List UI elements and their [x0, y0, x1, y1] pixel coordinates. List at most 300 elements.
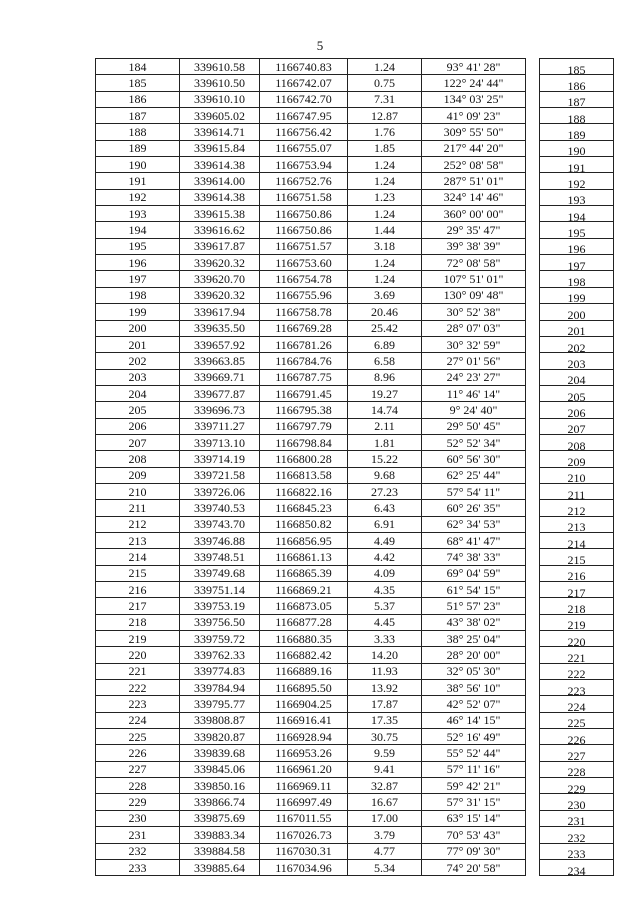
table-row [96, 320, 614, 336]
column-gap [526, 859, 540, 875]
next-point-number-cell: 202 [540, 339, 614, 355]
distance-cell: 1.24 [348, 173, 422, 189]
column-gap [526, 369, 540, 385]
y-coordinate-cell: 1166877.28 [260, 614, 348, 630]
table-row [96, 140, 614, 156]
column-gap [526, 238, 540, 254]
y-coordinate-cell: 1166755.96 [260, 287, 348, 303]
table-row [96, 810, 614, 826]
column-gap [526, 565, 540, 581]
point-number-cell: 222 [96, 680, 180, 696]
next-point-number-cell: 188 [540, 111, 614, 127]
distance-cell: 2.11 [348, 418, 422, 434]
next-point-number-cell: 193 [540, 192, 614, 208]
direction-angle-cell: 60° 56' 30" [422, 451, 526, 467]
y-coordinate-cell: 1166880.35 [260, 631, 348, 647]
y-coordinate-cell: 1166784.76 [260, 353, 348, 369]
distance-cell: 17.00 [348, 810, 422, 826]
x-coordinate-cell: 339620.70 [180, 271, 260, 287]
distance-cell: 14.74 [348, 402, 422, 418]
distance-cell: 6.91 [348, 516, 422, 532]
column-gap [526, 124, 540, 140]
coordinates-table-body [96, 59, 614, 876]
x-coordinate-cell: 339748.51 [180, 549, 260, 565]
y-coordinate-cell: 1166882.42 [260, 647, 348, 663]
point-number-cell: 204 [96, 385, 180, 401]
y-coordinate-cell: 1166795.38 [260, 402, 348, 418]
x-coordinate-cell: 339845.06 [180, 761, 260, 777]
point-number-cell: 188 [96, 124, 180, 140]
x-coordinate-cell: 339663.85 [180, 353, 260, 369]
table-row [96, 287, 614, 303]
y-coordinate-cell: 1166751.57 [260, 238, 348, 254]
column-gap [526, 631, 540, 647]
table-row [96, 124, 614, 140]
distance-cell: 5.34 [348, 859, 422, 875]
x-coordinate-cell: 339635.50 [180, 320, 260, 336]
distance-cell: 1.23 [348, 189, 422, 205]
y-coordinate-cell: 1166822.16 [260, 483, 348, 499]
column-gap [526, 549, 540, 565]
point-number-cell: 226 [96, 745, 180, 761]
table-row [96, 598, 614, 614]
x-coordinate-cell: 339839.68 [180, 745, 260, 761]
coordinates-table-container [95, 58, 614, 876]
x-coordinate-cell: 339743.70 [180, 516, 260, 532]
direction-angle-cell: 9° 24' 40" [422, 402, 526, 418]
y-coordinate-cell: 1166769.28 [260, 320, 348, 336]
column-gap [526, 794, 540, 810]
next-point-number-cell: 196 [540, 241, 614, 257]
y-coordinate-cell: 1166797.79 [260, 418, 348, 434]
table-row [96, 402, 614, 418]
next-point-number-cell: 223 [540, 683, 614, 699]
distance-cell: 4.42 [348, 549, 422, 565]
direction-angle-cell: 287° 51' 01" [422, 173, 526, 189]
direction-angle-cell: 134° 03' 25" [422, 91, 526, 107]
y-coordinate-cell: 1167034.96 [260, 859, 348, 875]
distance-cell: 17.35 [348, 712, 422, 728]
next-point-number-cell: 185 [540, 62, 614, 78]
distance-cell: 20.46 [348, 304, 422, 320]
point-number-cell: 230 [96, 810, 180, 826]
distance-cell: 1.44 [348, 222, 422, 238]
next-point-number-cell: 191 [540, 160, 614, 176]
y-coordinate-cell: 1166747.95 [260, 108, 348, 124]
x-coordinate-cell: 339883.34 [180, 827, 260, 843]
next-point-number-cell: 220 [540, 634, 614, 650]
column-gap [526, 353, 540, 369]
point-number-cell: 228 [96, 778, 180, 794]
y-coordinate-cell: 1166895.50 [260, 680, 348, 696]
point-number-cell: 184 [96, 59, 180, 75]
direction-angle-cell: 68° 41' 47" [422, 532, 526, 548]
point-number-cell: 219 [96, 631, 180, 647]
distance-cell: 16.67 [348, 794, 422, 810]
next-point-number-cell: 222 [540, 666, 614, 682]
next-point-number-cell: 207 [540, 421, 614, 437]
next-point-number-cell: 232 [540, 830, 614, 846]
column-gap [526, 582, 540, 598]
point-number-cell: 187 [96, 108, 180, 124]
direction-angle-cell: 30° 32' 59" [422, 336, 526, 352]
point-number-cell: 206 [96, 418, 180, 434]
column-gap [526, 189, 540, 205]
y-coordinate-cell: 1166845.23 [260, 500, 348, 516]
x-coordinate-cell: 339605.02 [180, 108, 260, 124]
distance-cell: 1.24 [348, 271, 422, 287]
next-point-number-cell: 204 [540, 372, 614, 388]
x-coordinate-cell: 339610.50 [180, 75, 260, 91]
direction-angle-cell: 38° 25' 04" [422, 631, 526, 647]
table-row [96, 369, 614, 385]
direction-angle-cell: 122° 24' 44" [422, 75, 526, 91]
x-coordinate-cell: 339866.74 [180, 794, 260, 810]
y-coordinate-cell: 1166742.70 [260, 91, 348, 107]
y-coordinate-cell: 1166850.82 [260, 516, 348, 532]
next-point-number-cell: 233 [540, 846, 614, 862]
column-gap [526, 75, 540, 91]
column-gap [526, 385, 540, 401]
y-coordinate-cell: 1166865.39 [260, 565, 348, 581]
table-row [96, 418, 614, 434]
table-row [96, 304, 614, 320]
point-number-cell: 202 [96, 353, 180, 369]
x-coordinate-cell: 339711.27 [180, 418, 260, 434]
x-coordinate-cell: 339610.58 [180, 59, 260, 75]
direction-angle-cell: 39° 38' 39" [422, 238, 526, 254]
direction-angle-cell: 60° 26' 35" [422, 500, 526, 516]
point-number-cell: 196 [96, 255, 180, 271]
column-gap [526, 745, 540, 761]
distance-cell: 3.69 [348, 287, 422, 303]
distance-cell: 9.41 [348, 761, 422, 777]
y-coordinate-cell: 1166961.20 [260, 761, 348, 777]
point-number-cell: 190 [96, 157, 180, 173]
point-number-cell: 218 [96, 614, 180, 630]
x-coordinate-cell: 339714.19 [180, 451, 260, 467]
column-gap [526, 91, 540, 107]
direction-angle-cell: 77° 09' 30" [422, 843, 526, 859]
table-row [96, 271, 614, 287]
point-number-cell: 221 [96, 663, 180, 679]
y-coordinate-cell: 1166754.78 [260, 271, 348, 287]
next-point-number-cell: 230 [540, 797, 614, 813]
point-number-cell: 189 [96, 140, 180, 156]
column-gap [526, 287, 540, 303]
distance-cell: 11.93 [348, 663, 422, 679]
distance-cell: 9.68 [348, 467, 422, 483]
x-coordinate-cell: 339746.88 [180, 532, 260, 548]
distance-cell: 25.42 [348, 320, 422, 336]
direction-angle-cell: 62° 34' 53" [422, 516, 526, 532]
column-gap [526, 663, 540, 679]
column-gap [526, 336, 540, 352]
distance-cell: 27.23 [348, 483, 422, 499]
distance-cell: 17.87 [348, 696, 422, 712]
direction-angle-cell: 69° 04' 59" [422, 565, 526, 581]
point-number-cell: 195 [96, 238, 180, 254]
y-coordinate-cell: 1166904.25 [260, 696, 348, 712]
y-coordinate-cell: 1166969.11 [260, 778, 348, 794]
x-coordinate-cell: 339614.00 [180, 173, 260, 189]
direction-angle-cell: 29° 50' 45" [422, 418, 526, 434]
direction-angle-cell: 11° 46' 14" [422, 385, 526, 401]
x-coordinate-cell: 339875.69 [180, 810, 260, 826]
direction-angle-cell: 61° 54' 15" [422, 582, 526, 598]
column-gap [526, 108, 540, 124]
direction-angle-cell: 46° 14' 15" [422, 712, 526, 728]
table-row [96, 794, 614, 810]
y-coordinate-cell: 1166856.95 [260, 532, 348, 548]
point-number-cell: 185 [96, 75, 180, 91]
x-coordinate-cell: 339726.06 [180, 483, 260, 499]
next-point-number-cell: 227 [540, 748, 614, 764]
direction-angle-cell: 29° 35' 47" [422, 222, 526, 238]
direction-angle-cell: 93° 41' 28" [422, 59, 526, 75]
column-gap [526, 810, 540, 826]
next-point-number-cell: 215 [540, 552, 614, 568]
column-gap [526, 157, 540, 173]
column-gap [526, 451, 540, 467]
table-row [96, 222, 614, 238]
distance-cell: 4.49 [348, 532, 422, 548]
table-row [96, 647, 614, 663]
table-row [96, 467, 614, 483]
next-point-number-cell: 221 [540, 650, 614, 666]
column-gap [526, 304, 540, 320]
column-gap [526, 761, 540, 777]
table-row [96, 532, 614, 548]
table-row [96, 827, 614, 843]
column-gap [526, 500, 540, 516]
point-number-cell: 225 [96, 729, 180, 745]
table-row [96, 385, 614, 401]
table-row [96, 761, 614, 777]
direction-angle-cell: 57° 31' 15" [422, 794, 526, 810]
direction-angle-cell: 42° 52' 07" [422, 696, 526, 712]
next-point-number-cell: 218 [540, 601, 614, 617]
y-coordinate-cell: 1166752.76 [260, 173, 348, 189]
point-number-cell: 205 [96, 402, 180, 418]
direction-angle-cell: 28° 20' 00" [422, 647, 526, 663]
column-gap [526, 532, 540, 548]
point-number-cell: 227 [96, 761, 180, 777]
next-point-number-cell: 194 [540, 209, 614, 225]
x-coordinate-cell: 339615.38 [180, 206, 260, 222]
direction-angle-cell: 74° 20' 58" [422, 859, 526, 875]
next-point-number-cell: 189 [540, 127, 614, 143]
y-coordinate-cell: 1166740.83 [260, 59, 348, 75]
column-gap [526, 418, 540, 434]
y-coordinate-cell: 1166742.07 [260, 75, 348, 91]
x-coordinate-cell: 339610.10 [180, 91, 260, 107]
column-gap [526, 140, 540, 156]
x-coordinate-cell: 339756.50 [180, 614, 260, 630]
direction-angle-cell: 217° 44' 20" [422, 140, 526, 156]
y-coordinate-cell: 1166928.94 [260, 729, 348, 745]
distance-cell: 4.09 [348, 565, 422, 581]
point-number-cell: 214 [96, 549, 180, 565]
table-row [96, 353, 614, 369]
y-coordinate-cell: 1166813.58 [260, 467, 348, 483]
column-gap [526, 778, 540, 794]
point-number-cell: 217 [96, 598, 180, 614]
table-row [96, 745, 614, 761]
next-point-number-cell: 224 [540, 699, 614, 715]
distance-cell: 0.75 [348, 75, 422, 91]
table-row [96, 157, 614, 173]
direction-angle-cell: 70° 53' 43" [422, 827, 526, 843]
distance-cell: 1.24 [348, 157, 422, 173]
column-gap [526, 712, 540, 728]
x-coordinate-cell: 339762.33 [180, 647, 260, 663]
point-number-cell: 207 [96, 434, 180, 450]
distance-cell: 1.24 [348, 206, 422, 222]
column-gap [526, 614, 540, 630]
table-row [96, 451, 614, 467]
x-coordinate-cell: 339614.38 [180, 157, 260, 173]
distance-cell: 7.31 [348, 91, 422, 107]
direction-angle-cell: 63° 15' 14" [422, 810, 526, 826]
y-coordinate-cell: 1166755.07 [260, 140, 348, 156]
distance-cell: 14.20 [348, 647, 422, 663]
direction-angle-cell: 72° 08' 58" [422, 255, 526, 271]
x-coordinate-cell: 339614.71 [180, 124, 260, 140]
table-row [96, 778, 614, 794]
y-coordinate-cell: 1166798.84 [260, 434, 348, 450]
y-coordinate-cell: 1166781.26 [260, 336, 348, 352]
y-coordinate-cell: 1166916.41 [260, 712, 348, 728]
next-point-number-cell: 229 [540, 781, 614, 797]
table-row [96, 255, 614, 271]
point-number-cell: 203 [96, 369, 180, 385]
next-point-number-cell: 201 [540, 323, 614, 339]
next-point-number-cell: 208 [540, 437, 614, 453]
distance-cell: 8.96 [348, 369, 422, 385]
y-coordinate-cell: 1166889.16 [260, 663, 348, 679]
x-coordinate-cell: 339657.92 [180, 336, 260, 352]
table-row [96, 843, 614, 859]
next-point-number-cell: 206 [540, 405, 614, 421]
y-coordinate-cell: 1166750.86 [260, 222, 348, 238]
x-coordinate-cell: 339884.58 [180, 843, 260, 859]
distance-cell: 3.79 [348, 827, 422, 843]
column-gap [526, 598, 540, 614]
point-number-cell: 231 [96, 827, 180, 843]
table-row [96, 108, 614, 124]
page-number: 5 [316, 38, 324, 53]
distance-cell: 13.92 [348, 680, 422, 696]
y-coordinate-cell: 1166751.58 [260, 189, 348, 205]
point-number-cell: 194 [96, 222, 180, 238]
distance-cell: 4.35 [348, 582, 422, 598]
y-coordinate-cell: 1166953.26 [260, 745, 348, 761]
table-row [96, 483, 614, 499]
table-row [96, 500, 614, 516]
column-gap [526, 483, 540, 499]
point-number-cell: 197 [96, 271, 180, 287]
y-coordinate-cell: 1166873.05 [260, 598, 348, 614]
table-row [96, 434, 614, 450]
point-number-cell: 211 [96, 500, 180, 516]
column-gap [526, 59, 540, 75]
x-coordinate-cell: 339784.94 [180, 680, 260, 696]
direction-angle-cell: 309° 55' 50" [422, 124, 526, 140]
column-gap [526, 255, 540, 271]
table-row [96, 565, 614, 581]
distance-cell: 30.75 [348, 729, 422, 745]
next-point-number-cell: 186 [540, 78, 614, 94]
table-row [96, 336, 614, 352]
y-coordinate-cell: 1166791.45 [260, 385, 348, 401]
x-coordinate-cell: 339620.32 [180, 255, 260, 271]
point-number-cell: 186 [96, 91, 180, 107]
direction-angle-cell: 74° 38' 33" [422, 549, 526, 565]
direction-angle-cell: 52° 52' 34" [422, 434, 526, 450]
next-point-number-cell: 213 [540, 519, 614, 535]
table-row [96, 859, 614, 875]
column-gap [526, 516, 540, 532]
next-point-number-cell: 214 [540, 535, 614, 551]
y-coordinate-cell: 1167011.55 [260, 810, 348, 826]
point-number-cell: 233 [96, 859, 180, 875]
table-row [96, 712, 614, 728]
distance-cell: 9.59 [348, 745, 422, 761]
direction-angle-cell: 38° 56' 10" [422, 680, 526, 696]
column-gap [526, 271, 540, 287]
table-row [96, 696, 614, 712]
x-coordinate-cell: 339617.94 [180, 304, 260, 320]
next-point-number-cell: 225 [540, 715, 614, 731]
x-coordinate-cell: 339614.38 [180, 189, 260, 205]
next-point-number-cell: 200 [540, 307, 614, 323]
distance-cell: 1.81 [348, 434, 422, 450]
table-row [96, 680, 614, 696]
direction-angle-cell: 28° 07' 03" [422, 320, 526, 336]
table-row [96, 614, 614, 630]
distance-cell: 12.87 [348, 108, 422, 124]
direction-angle-cell: 62° 25' 44" [422, 467, 526, 483]
column-gap [526, 729, 540, 745]
direction-angle-cell: 57° 11' 16" [422, 761, 526, 777]
direction-angle-cell: 32° 05' 30" [422, 663, 526, 679]
x-coordinate-cell: 339850.16 [180, 778, 260, 794]
distance-cell: 3.18 [348, 238, 422, 254]
y-coordinate-cell: 1167026.73 [260, 827, 348, 843]
point-number-cell: 193 [96, 206, 180, 222]
column-gap [526, 173, 540, 189]
distance-cell: 5.37 [348, 598, 422, 614]
next-point-number-cell: 195 [540, 225, 614, 241]
direction-angle-cell: 252° 08' 58" [422, 157, 526, 173]
table-row [96, 59, 614, 75]
x-coordinate-cell: 339753.19 [180, 598, 260, 614]
point-number-cell: 229 [96, 794, 180, 810]
direction-angle-cell: 51° 57' 23" [422, 598, 526, 614]
next-point-number-cell: 211 [540, 486, 614, 502]
next-point-number-cell: 199 [540, 290, 614, 306]
column-gap [526, 402, 540, 418]
column-gap [526, 696, 540, 712]
distance-cell: 1.24 [348, 59, 422, 75]
column-gap [526, 843, 540, 859]
x-coordinate-cell: 339759.72 [180, 631, 260, 647]
table-row [96, 238, 614, 254]
x-coordinate-cell: 339795.77 [180, 696, 260, 712]
next-point-number-cell: 209 [540, 454, 614, 470]
distance-cell: 3.33 [348, 631, 422, 647]
